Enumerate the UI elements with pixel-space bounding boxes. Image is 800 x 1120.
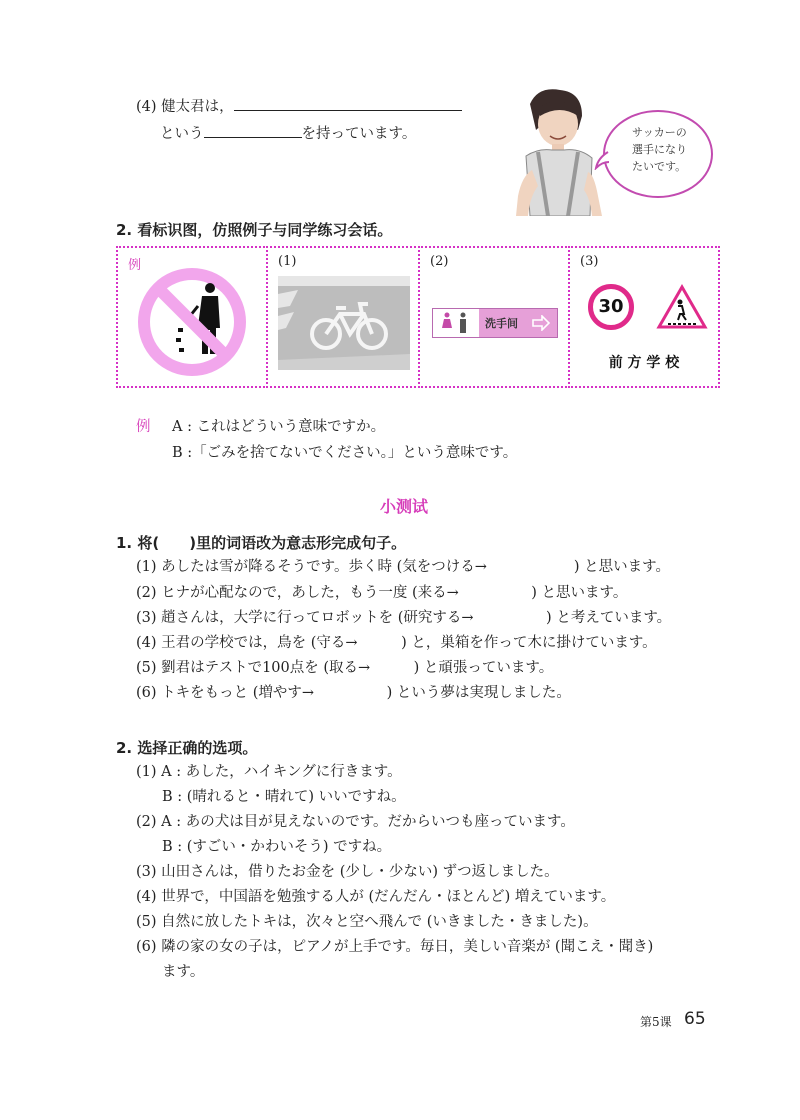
sign-cell-2: [418, 246, 570, 388]
exercise-item-4-line1: (4) 健太君は，: [136, 96, 462, 117]
restroom-sign-label: [479, 309, 557, 337]
quiz-2-item: B : (すごい・かわいそう) ですね。: [162, 839, 392, 855]
quiz-1-item: (6) トキをもっと (増やす→ ) という夢は実現しました。: [136, 685, 571, 701]
cell-label: (2): [430, 254, 449, 269]
quiz-2-item: (3) 山田さんは，借りたお金を (少し・少ない) ずつ返しました。: [136, 864, 559, 880]
arrow-right-icon: [531, 315, 551, 331]
speed-limit-value: 30: [598, 296, 624, 317]
cell-label: (3): [580, 254, 599, 269]
quiz-title: 小测试: [380, 497, 429, 516]
quiz-2-item: B : (晴れると・晴れて) いいですね。: [162, 789, 406, 805]
restroom-sign-text: 洗手间: [485, 317, 518, 330]
quiz-1-item: (4) 王君の学校では，鳥を (守る→ ) と，巣箱を作って木に掛けています。: [136, 635, 657, 651]
quiz-1-item: (1) あしたは雪が降るそうです。歩く時 (気をつける→ ) と思います。: [136, 559, 671, 575]
quiz-2-item: (2) A : あの犬は目が見えないのです。だからいつも座っています。: [136, 814, 575, 830]
cell-label: (1): [278, 254, 297, 269]
exercise-item-4-line2: という を持っています。: [160, 123, 416, 144]
sign-cell-1: [266, 246, 420, 388]
quiz-1-heading: 1. 将( )里的词语改为意志形完成句子。: [116, 534, 407, 552]
speech-bubble-tail: [594, 150, 610, 170]
school-crossing-icon: [656, 284, 708, 330]
sign-cell-example: [116, 246, 268, 388]
section-2-heading: 2. 看标识图，仿照例子与同学练习会话。: [116, 221, 393, 239]
bubble-line: たいです。: [632, 160, 687, 173]
no-littering-icon: [136, 266, 248, 378]
quiz-2-item: (4) 世界で，中国語を勉強する人が (だんだん・ほとんど) 増えています。: [136, 889, 616, 905]
example-label: 例: [136, 419, 151, 435]
quiz-2-item: ます。: [162, 964, 205, 980]
quiz-2-item: (6) 隣の家の女の子は，ピアノが上手です。毎日，美しい音楽が (聞こえ・聞き): [136, 939, 654, 955]
bicycle-lane-icon: [278, 276, 410, 370]
quiz-2-item: (1) A : あした，ハイキングに行きます。: [136, 764, 402, 780]
cell-label: 例: [128, 258, 142, 273]
quiz-2-item: (5) 自然に放したトキは，次々と空へ飛んで (いきました・きました)。: [136, 914, 598, 930]
bubble-line: サッカーの: [632, 126, 687, 139]
restroom-people-icon: [437, 312, 477, 334]
quiz-1-item: (3) 趙さんは，大学に行ってロボットを (研究する→ ) と考えています。: [136, 610, 672, 626]
quiz-2-heading: 2. 选择正确的选项。: [116, 739, 258, 757]
school-ahead-caption: 前 方 学 校: [608, 355, 680, 371]
restroom-sign: [432, 308, 558, 338]
bubble-line: 選手になり: [632, 143, 687, 156]
boy-illustration: [508, 86, 608, 216]
page-number: 65: [684, 1009, 706, 1029]
lesson-label: 第5课: [640, 1015, 672, 1029]
speech-bubble-text: [632, 124, 692, 175]
quiz-1-item: (5) 劉君はテストで100点を (取る→ ) と頑張っています。: [136, 660, 554, 676]
example-line-b: B :「ごみを捨てないでください。」という意味です。: [172, 445, 518, 461]
example-line-a: A : これはどういう意味ですか。: [172, 419, 386, 435]
quiz-1-item: (2) ヒナが心配なので，あした，もう一度 (来る→ ) と思います。: [136, 585, 628, 601]
sign-cell-3: [568, 246, 720, 388]
speed-limit-sign: [588, 284, 634, 330]
